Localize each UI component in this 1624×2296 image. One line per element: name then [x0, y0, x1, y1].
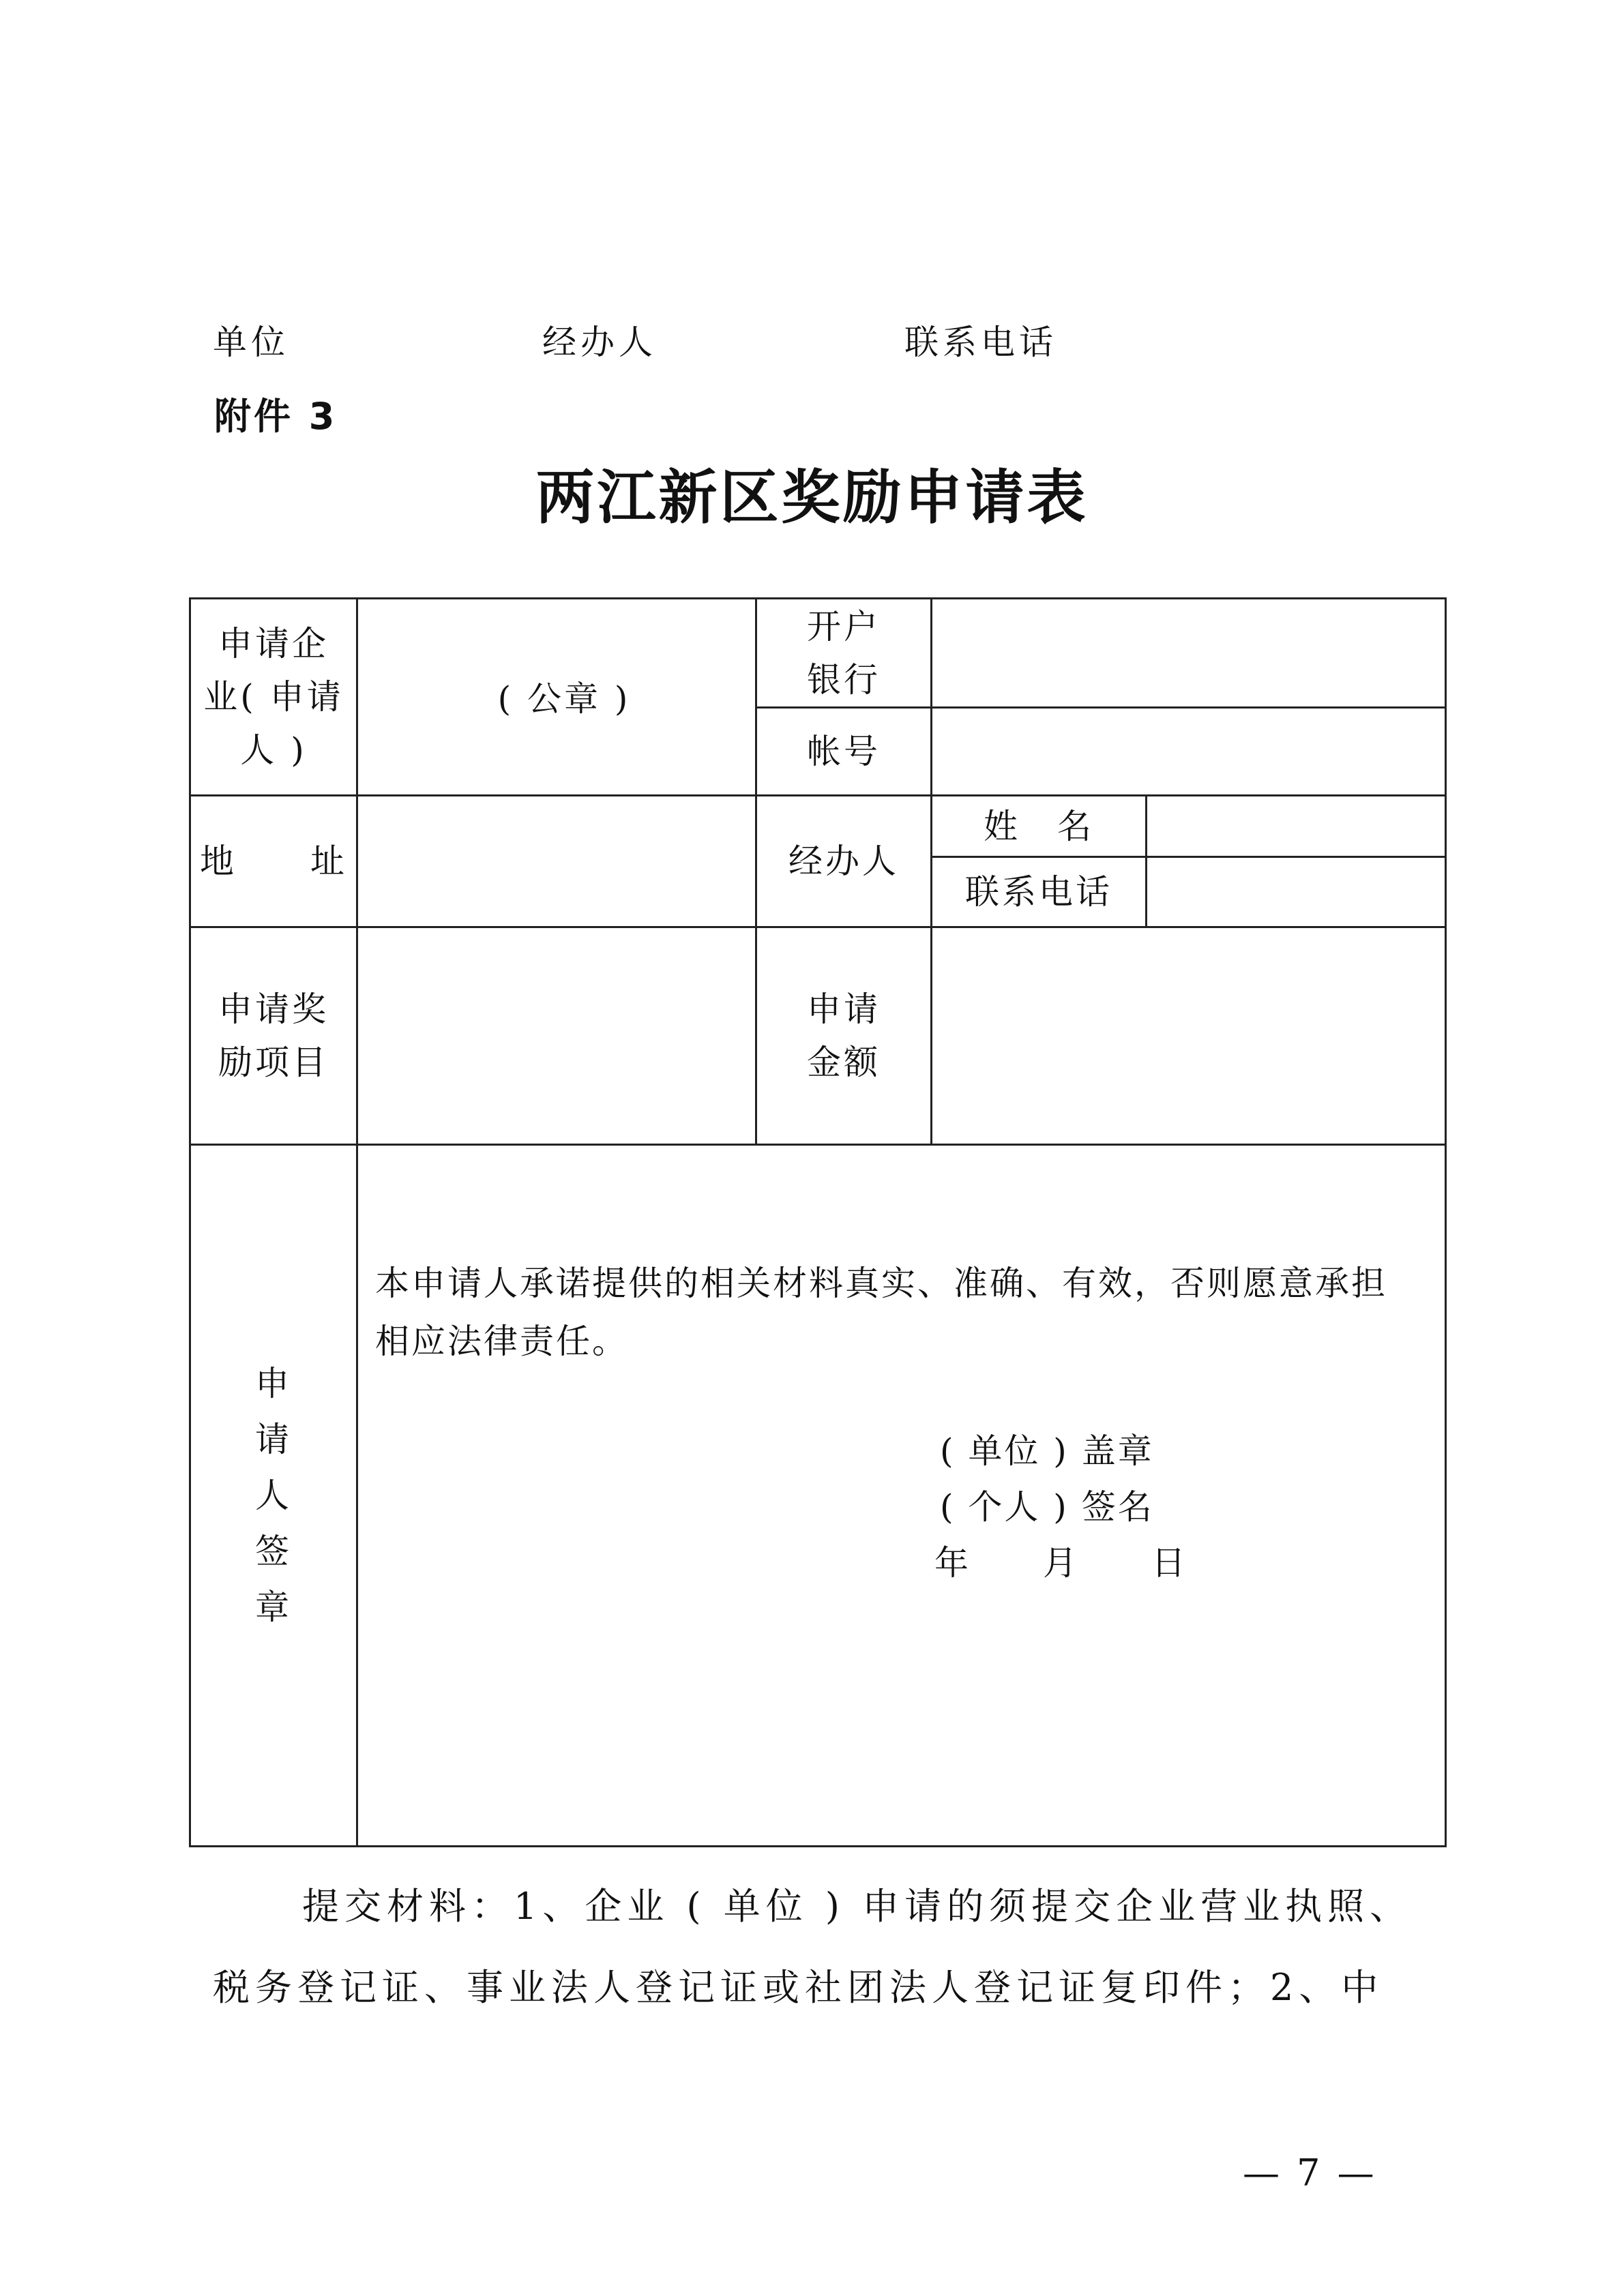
amount-label: 申请 金额 [807, 989, 881, 1082]
row-divider [189, 1144, 1447, 1146]
signature-label: 申 请 人 签 章 [255, 1364, 292, 1627]
name-label: 姓 名 [984, 806, 1094, 846]
project-field[interactable] [358, 928, 755, 1144]
bank-field[interactable] [932, 599, 1445, 706]
notes-line-1: 提交材料：1、企业 ( 单位 ) 申请的须提交企业营业执照、 [302, 1885, 1413, 1928]
bank-label: 开户 银行 [807, 606, 881, 700]
address-field[interactable] [358, 796, 755, 926]
unit-seal-line: ( 单位 ) 盖章 [940, 1431, 1154, 1471]
page-number: — 7 — [1243, 2151, 1377, 2194]
personal-sign-line: ( 个人 ) 签名 [940, 1487, 1154, 1527]
name-field[interactable] [1147, 796, 1445, 856]
contact-field[interactable] [1147, 858, 1445, 926]
header-phone-label: 联系电话 [904, 323, 1057, 362]
pledge-line-1: 本申请人承诺提供的相关材料真实、准确、有效，否则愿意承担 [375, 1264, 1387, 1303]
date-line: 年 月 日 [934, 1543, 1187, 1583]
notes-line-2: 税务登记证、事业法人登记证或社团法人登记证复印件；2、中 [213, 1966, 1384, 2009]
header-unit-label: 单位 [213, 323, 289, 362]
handler-label: 经办人 [788, 841, 899, 881]
pledge-line-2: 相应法律责任。 [375, 1322, 628, 1361]
attachment-label: 附件 3 [214, 395, 338, 438]
account-field[interactable] [932, 709, 1445, 794]
project-label: 申请奖 励项目 [218, 989, 329, 1082]
amount-field[interactable] [932, 928, 1445, 1144]
address-label: 地 址 [200, 841, 347, 881]
applicant-label: 申请企 业( 申请 人 ) [203, 624, 344, 770]
account-label: 帐号 [807, 732, 881, 771]
form-title: 两江新区奖励申请表 [535, 463, 1089, 532]
header-handler-label: 经办人 [542, 323, 657, 362]
contact-label: 联系电话 [965, 872, 1112, 912]
seal-note: ( 公章 ) [497, 679, 631, 719]
